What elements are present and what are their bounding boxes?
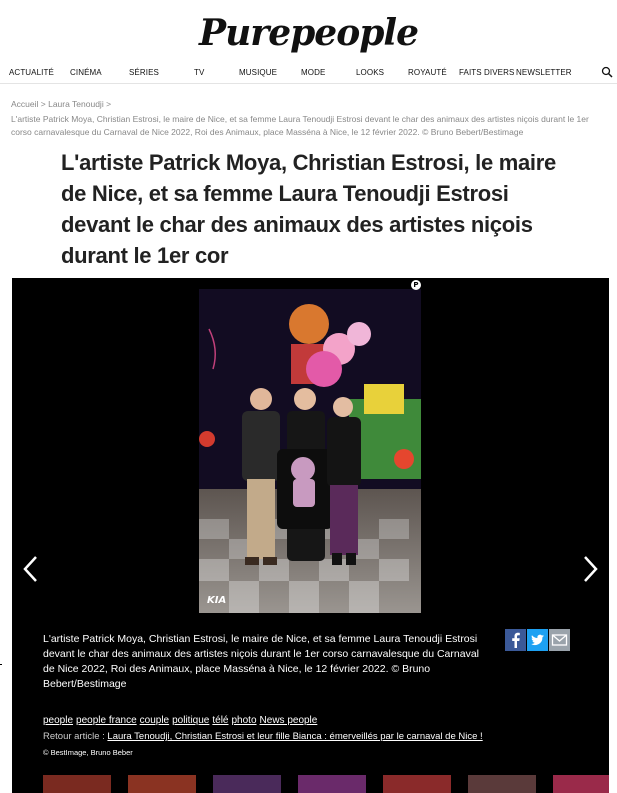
nav-item-actualite[interactable]: ACTUALITÉ bbox=[9, 68, 54, 77]
photo-brand-logo: KIA bbox=[207, 595, 227, 606]
tag-link[interactable]: télé bbox=[212, 715, 229, 726]
photo-caption: L'artiste Patrick Moya, Christian Estrosi, le maire de Nice, et sa femme Laura Tenoudji Estrosi devant le char des animaux des artistes niçois durant le 1er corso carnavalesque du Carnaval de Nice 2022, Roi des Animaux, place Masséna à Nice, le 12 février 2022. © Bruno Bebert/Bestimage bbox=[43, 633, 479, 690]
nav-item-newsletter[interactable]: NEWSLETTER bbox=[516, 68, 572, 77]
thumbnail[interactable] bbox=[468, 775, 536, 793]
thumbnail[interactable] bbox=[383, 775, 451, 793]
search-icon[interactable] bbox=[601, 66, 613, 78]
photo-viewer bbox=[12, 278, 609, 793]
tag-link[interactable]: News people bbox=[259, 715, 318, 726]
tag-link[interactable]: people france bbox=[76, 715, 137, 726]
breadcrumb bbox=[11, 99, 111, 109]
thumbnail[interactable] bbox=[43, 775, 111, 793]
nav-item-tv[interactable]: TV bbox=[194, 68, 205, 77]
return-article-label: Retour article : bbox=[43, 731, 108, 742]
breadcrumb-separator: > bbox=[103, 99, 112, 109]
nav-item-looks[interactable]: LOOKS bbox=[356, 68, 385, 77]
previous-arrow-icon[interactable] bbox=[20, 554, 42, 584]
thumbnail[interactable] bbox=[213, 775, 281, 793]
return-article bbox=[43, 731, 483, 742]
mail-icon[interactable] bbox=[549, 629, 570, 651]
twitter-icon[interactable] bbox=[527, 629, 548, 651]
breadcrumb-section[interactable]: Laura Tenoudji bbox=[48, 99, 104, 109]
nav-item-musique[interactable]: MUSIQUE bbox=[239, 68, 278, 77]
photo-illustration bbox=[199, 289, 421, 613]
tag-link[interactable]: people bbox=[43, 715, 74, 726]
thumbnail[interactable] bbox=[298, 775, 366, 793]
site-logo[interactable]: Purepeople bbox=[199, 12, 418, 54]
tag-list bbox=[43, 715, 320, 726]
nav-item-faits-divers[interactable]: FAITS DIVERS bbox=[459, 68, 515, 77]
facebook-icon[interactable] bbox=[505, 629, 526, 651]
nav-item-cinema[interactable]: CINÉMA bbox=[70, 68, 102, 77]
page-title: L'artiste Patrick Moya, Christian Estrosi, le maire de Nice, et sa femme Laura Tenoudji Estrosi devant le char des animaux des artistes niçois durant le 1er cor bbox=[61, 150, 556, 268]
carnival-photo bbox=[199, 289, 421, 613]
edge-mark bbox=[0, 664, 2, 665]
photo-credit: © BestImage, Bruno Beber bbox=[43, 748, 133, 757]
thumbnail-strip bbox=[43, 775, 609, 793]
breadcrumb-home[interactable]: Accueil bbox=[11, 99, 39, 109]
photo-caption-top: L'artiste Patrick Moya, Christian Estrosi, le maire de Nice, et sa femme Laura Tenoudji Estrosi devant le char des animaux des artistes niçois durant le 1er corso carnavalesque du Carnaval de Nice 2022, Roi des Animaux, place Masséna à Nice, le 12 février 2022. © Bruno Bebert/Bestimage bbox=[11, 114, 589, 137]
breadcrumb-separator: > bbox=[38, 99, 49, 109]
tag-link[interactable]: photo bbox=[231, 715, 257, 726]
nav-item-mode[interactable]: MODE bbox=[301, 68, 326, 77]
nav-item-royaute[interactable]: ROYAUTÉ bbox=[408, 68, 447, 77]
nav-item-series[interactable]: SÉRIES bbox=[129, 68, 159, 77]
return-article-link[interactable]: Laura Tenoudji, Christian Estrosi et leur fille Bianca : émerveillés par le carnaval de Nice ! bbox=[107, 731, 483, 742]
tag-link[interactable]: couple bbox=[139, 715, 170, 726]
next-arrow-icon[interactable] bbox=[579, 554, 601, 584]
thumbnail[interactable] bbox=[553, 775, 609, 793]
site-badge-icon: P bbox=[411, 280, 421, 290]
thumbnail[interactable] bbox=[128, 775, 196, 793]
main-nav bbox=[0, 62, 617, 84]
tag-link[interactable]: politique bbox=[172, 715, 210, 726]
